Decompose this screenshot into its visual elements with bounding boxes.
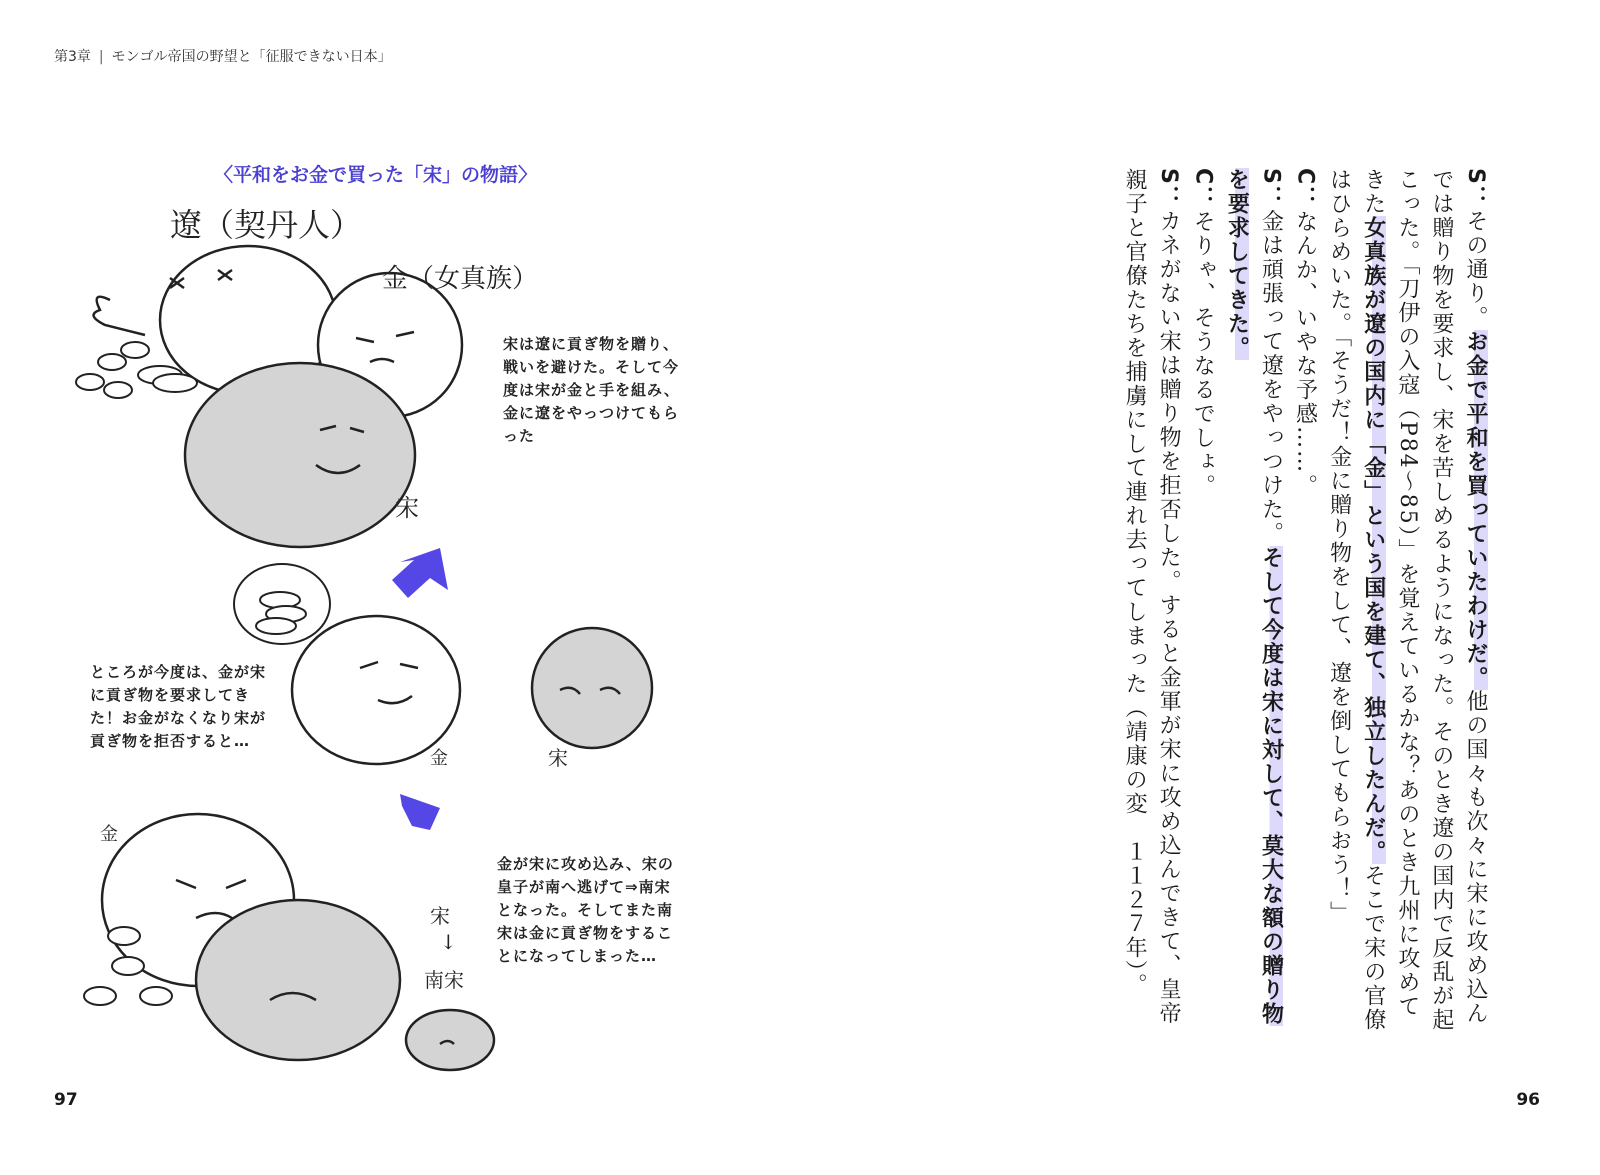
dialogue-s-1: [1322, 168, 1492, 1038]
song-character-2: [532, 628, 652, 748]
text-run: カネがない宋は贈り物を拒否した。すると金軍が宋に攻め込んできて、皇帝親子と官僚たちを捕虜にして連れ去ってしまった（靖康の変 １１２７年）。: [1122, 168, 1182, 1026]
song-character-3: [196, 900, 400, 1060]
thought-bubble: [234, 564, 330, 644]
speaker-label: S：: [1463, 168, 1488, 210]
dialogue-c-2: [1185, 168, 1219, 1038]
dialogue-s-3: [1117, 168, 1185, 1038]
label-nansong: 南宋: [424, 968, 464, 992]
text-run: 「そうだ！金に贈り物をして、遼を倒してもらおう！」: [1326, 336, 1352, 925]
text-run: 他の国々も次々に宋に攻め込んでは贈り物を要求し、宋を苦しめるようになった。そのとき遼の国内で反乱が起こった。: [1394, 168, 1488, 1032]
page-number-left: 97: [54, 1090, 78, 1110]
label-liao: 遼（契丹人）: [170, 206, 363, 244]
caption-panel-3: 金が宋に攻め込み、宋の皇子が南へ逃げて⇒南宋となった。そしてまた南宋は金に貢ぎ物をすることになってしまった…: [497, 855, 674, 965]
highlight-text: お金で平和を買っていたわけだ。: [1463, 329, 1488, 690]
speaker-label: C：: [1292, 168, 1318, 211]
jin-character-2: [292, 616, 460, 764]
down-arrow-2: [400, 794, 440, 830]
caption-panel-2: ところが今度は、金が宋に貢ぎ物を要求してきた！お金がなくなり宋が貢ぎ物を拒否すると…: [90, 663, 267, 750]
speaker-label: S：: [1156, 168, 1182, 210]
chapter-title: モンゴル帝国の野望と「征服できない日本」: [111, 49, 392, 65]
dialogue-c-1: [1287, 168, 1321, 1038]
caption-panel-1: 宋は遼に貢ぎ物を贈り、戦いを避けた。そして今度は宋が金と手を組み、金に遼をやっつけてもらった: [503, 335, 680, 445]
label-jin-1: 金（女真族）: [382, 264, 539, 294]
song-character-1: [185, 363, 415, 547]
body-text: [1117, 168, 1492, 1038]
label-song-2: 宋: [548, 746, 568, 770]
text-run: そこで宋の官僚はひらめいた。: [1326, 168, 1386, 1032]
dialogue-s-2: [1219, 168, 1287, 1038]
label-song-3: 宋: [430, 904, 450, 928]
text-run: 「刀伊の入寇（P84～85）」を覚えているかな？あのとき九州に攻めてきた: [1360, 168, 1420, 1019]
page-number-right: 96: [1516, 1090, 1540, 1110]
label-arrow: ↓: [440, 930, 457, 954]
chapter-number: 第3章: [54, 49, 91, 65]
down-arrow-1: [392, 548, 448, 598]
highlight-text: 女真族が遼の国内に「金」という国を建て、独立したんだ。: [1360, 216, 1386, 864]
label-song-1: 宋: [395, 494, 419, 522]
speaker-label: S：: [1258, 168, 1284, 210]
label-jin-2: 金: [430, 748, 448, 769]
text-run: なんか、いやな予感……。: [1292, 210, 1318, 499]
text-run: その通り。: [1463, 209, 1488, 330]
speaker-label: C：: [1190, 168, 1216, 211]
nansong-character: [406, 1010, 494, 1070]
text-run: そりゃ、そうなるでしょ。: [1190, 210, 1216, 499]
illustration-title: 〈平和をお金で買った「宋」の物語〉: [214, 164, 538, 186]
text-run: 金は頑張って遼をやっつけた。: [1258, 209, 1284, 546]
highlight-text: そして今度は宋に対して、莫大な額の贈り物を要求してきた。: [1224, 168, 1284, 1026]
header-separator: |: [98, 49, 104, 65]
label-jin-3: 金: [100, 824, 118, 845]
